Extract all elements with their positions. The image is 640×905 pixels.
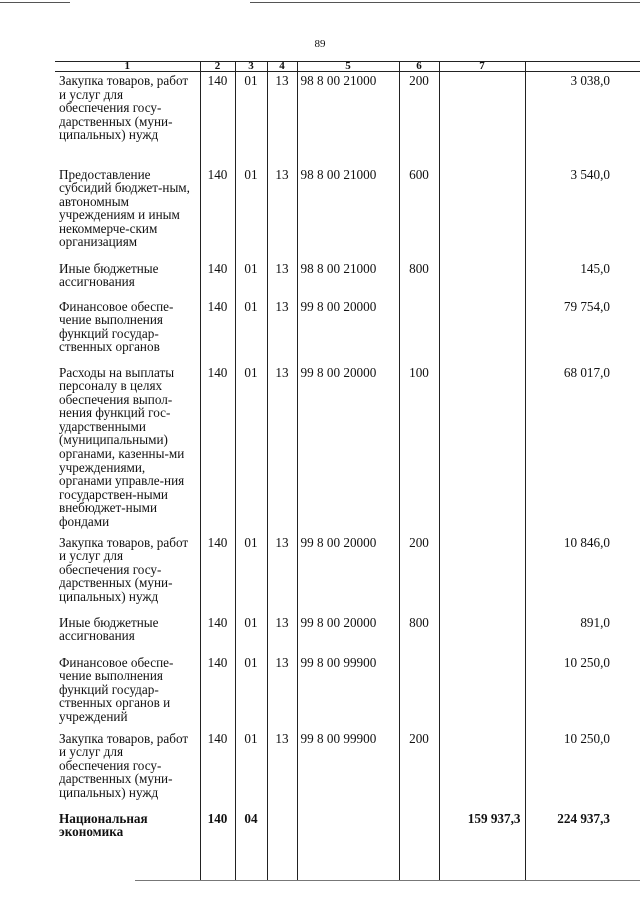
cell-col-5: 99 8 00 99900 xyxy=(297,730,399,810)
cell-col-8: 3 038,0 xyxy=(525,72,640,166)
cell-col-4: 13 xyxy=(267,730,297,810)
table-row xyxy=(55,730,640,810)
cell-col-2: 140 xyxy=(200,72,235,166)
cell-col-6 xyxy=(399,810,439,850)
header-col-7: 7 xyxy=(439,62,525,72)
cell-col-2: 140 xyxy=(200,730,235,810)
cell-col-4: 13 xyxy=(267,72,297,166)
cell-col-3: 01 xyxy=(235,72,267,166)
cell-col-7 xyxy=(439,730,525,810)
cell-col-6 xyxy=(399,298,439,364)
table-row xyxy=(55,614,640,654)
cell-col-4: 13 xyxy=(267,534,297,614)
cell-col-4: 13 xyxy=(267,260,297,298)
cell-col-5: 98 8 00 21000 xyxy=(297,260,399,298)
cell-col-4: 13 xyxy=(267,654,297,730)
cell-col-7: 159 937,3 xyxy=(439,810,525,850)
table-row xyxy=(55,534,640,614)
cell-col-8: 10 846,0 xyxy=(525,534,640,614)
cell-col-5: 99 8 00 20000 xyxy=(297,534,399,614)
table-row xyxy=(55,72,640,166)
cell-col-7 xyxy=(439,166,525,260)
cell-col-5: 99 8 00 20000 xyxy=(297,298,399,364)
cell-col-7 xyxy=(439,614,525,654)
cell-col-7 xyxy=(439,72,525,166)
cell-col-3: 01 xyxy=(235,260,267,298)
budget-table xyxy=(55,61,640,880)
empty-cell xyxy=(399,850,439,880)
cell-col-6: 100 xyxy=(399,364,439,534)
cell-col-8: 891,0 xyxy=(525,614,640,654)
row-name: Расходы на выплаты персоналу в целях обеспечения выпол-нения функций гос-ударственными (муниципальными) органами, казенны-ми учреждениями, органами управле-ния государствен-ными внебюджет-ными фондами xyxy=(55,364,200,534)
cell-col-5: 98 8 00 21000 xyxy=(297,166,399,260)
header-col-4: 4 xyxy=(267,62,297,72)
cell-col-3: 01 xyxy=(235,654,267,730)
cell-col-2: 140 xyxy=(200,654,235,730)
cell-col-2: 140 xyxy=(200,810,235,850)
cell-col-3: 01 xyxy=(235,614,267,654)
header-row xyxy=(55,62,640,72)
cell-col-3: 01 xyxy=(235,730,267,810)
cell-col-4: 13 xyxy=(267,614,297,654)
cell-col-6: 800 xyxy=(399,614,439,654)
row-name: Закупка товаров, работ и услуг для обеспечения госу-дарственных (муни-ципальных) нужд xyxy=(55,72,200,166)
row-name: Закупка товаров, работ и услуг для обеспечения госу-дарственных (муни-ципальных) нужд xyxy=(55,730,200,810)
cell-col-4: 13 xyxy=(267,298,297,364)
cell-col-2: 140 xyxy=(200,166,235,260)
cell-col-5: 99 8 00 20000 xyxy=(297,614,399,654)
cell-col-8: 68 017,0 xyxy=(525,364,640,534)
cell-col-3: 04 xyxy=(235,810,267,850)
cell-col-7 xyxy=(439,534,525,614)
row-name: Финансовое обеспе-чение выполнения функций государ-ственных органов xyxy=(55,298,200,364)
top-rule-right xyxy=(250,2,640,3)
cell-col-6: 800 xyxy=(399,260,439,298)
table-row xyxy=(55,260,640,298)
cell-col-8: 10 250,0 xyxy=(525,730,640,810)
table-row-empty xyxy=(55,850,640,880)
empty-cell xyxy=(525,850,640,880)
table-row-total xyxy=(55,810,640,850)
cell-col-6 xyxy=(399,654,439,730)
cell-col-8: 224 937,3 xyxy=(525,810,640,850)
row-name: Закупка товаров, работ и услуг для обеспечения госу-дарственных (муни-ципальных) нужд xyxy=(55,534,200,614)
top-rule-left xyxy=(0,2,70,3)
cell-col-8: 10 250,0 xyxy=(525,654,640,730)
cell-col-5 xyxy=(297,810,399,850)
cell-col-3: 01 xyxy=(235,166,267,260)
row-name: Иные бюджетные ассигнования xyxy=(55,260,200,298)
header-col-3: 3 xyxy=(235,62,267,72)
cell-col-5: 98 8 00 21000 xyxy=(297,72,399,166)
cell-col-3: 01 xyxy=(235,534,267,614)
cell-col-2: 140 xyxy=(200,298,235,364)
cell-col-7 xyxy=(439,260,525,298)
empty-cell xyxy=(297,850,399,880)
header-col-8 xyxy=(525,62,640,72)
row-name: Финансовое обеспе-чение выполнения функций государ-ственных органов и учреждений xyxy=(55,654,200,730)
empty-cell xyxy=(439,850,525,880)
cell-col-2: 140 xyxy=(200,364,235,534)
cell-col-6: 200 xyxy=(399,72,439,166)
cell-col-6: 200 xyxy=(399,730,439,810)
row-name: Национальная экономика xyxy=(55,810,200,850)
table-row xyxy=(55,166,640,260)
cell-col-4 xyxy=(267,810,297,850)
cell-col-2: 140 xyxy=(200,614,235,654)
page-number: 89 xyxy=(314,38,326,50)
cell-col-6: 600 xyxy=(399,166,439,260)
cell-col-2: 140 xyxy=(200,534,235,614)
cell-col-4: 13 xyxy=(267,364,297,534)
header-col-6: 6 xyxy=(399,62,439,72)
cell-col-7 xyxy=(439,654,525,730)
table-row xyxy=(55,654,640,730)
cell-col-8: 3 540,0 xyxy=(525,166,640,260)
cell-col-7 xyxy=(439,298,525,364)
cell-col-6: 200 xyxy=(399,534,439,614)
empty-cell xyxy=(200,850,235,880)
cell-col-2: 140 xyxy=(200,260,235,298)
header-col-5: 5 xyxy=(297,62,399,72)
table-row xyxy=(55,298,640,364)
cell-col-5: 99 8 00 20000 xyxy=(297,364,399,534)
table-row xyxy=(55,364,640,534)
cell-col-3: 01 xyxy=(235,364,267,534)
cell-col-3: 01 xyxy=(235,298,267,364)
cell-col-7 xyxy=(439,364,525,534)
empty-cell xyxy=(55,850,200,880)
empty-cell xyxy=(235,850,267,880)
header-col-1: 1 xyxy=(55,62,200,72)
header-col-2: 2 xyxy=(200,62,235,72)
row-name: Предоставление субсидий бюджет-ным, автономным учреждениям и иным некоммерче-ским организациям xyxy=(55,166,200,260)
row-name: Иные бюджетные ассигнования xyxy=(55,614,200,654)
cell-col-8: 79 754,0 xyxy=(525,298,640,364)
bottom-rule xyxy=(135,880,640,881)
cell-col-8: 145,0 xyxy=(525,260,640,298)
cell-col-5: 99 8 00 99900 xyxy=(297,654,399,730)
empty-cell xyxy=(267,850,297,880)
cell-col-4: 13 xyxy=(267,166,297,260)
